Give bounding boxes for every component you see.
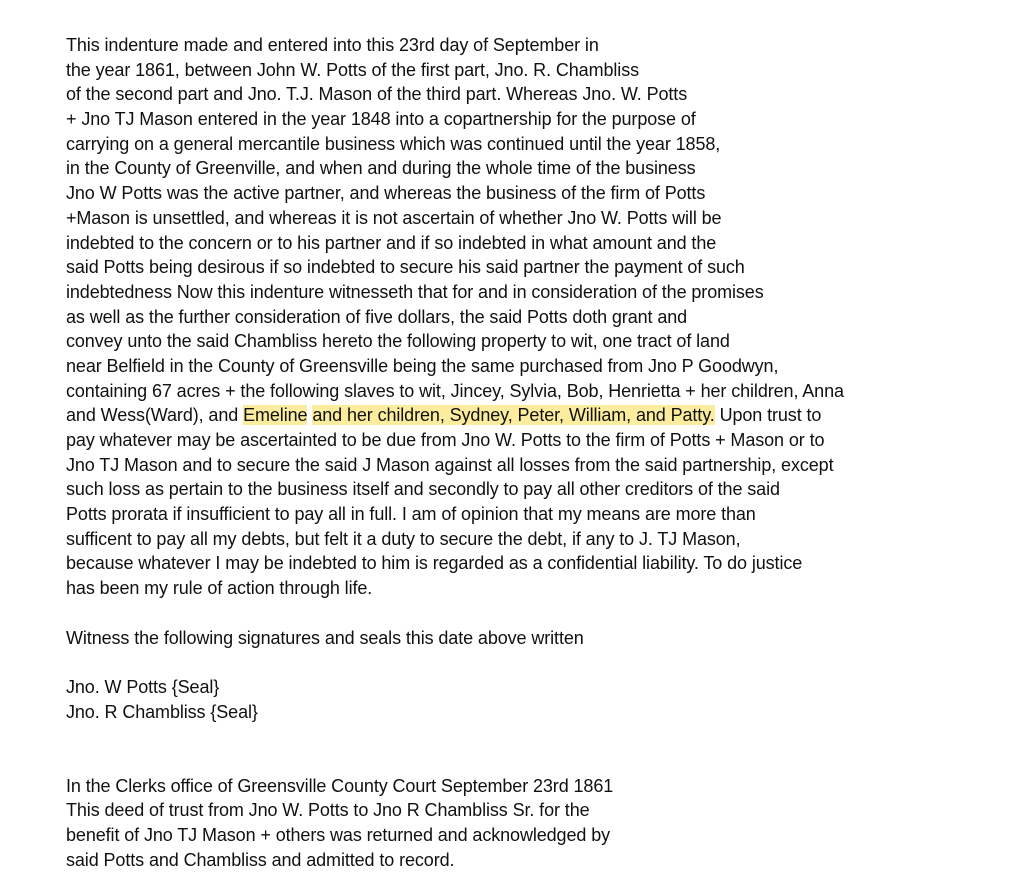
text-line: Potts prorata if insufficient to pay all in full. I am of opinion that my means are more than <box>66 504 756 525</box>
text-line: sufficent to pay all my debts, but felt it a duty to secure the debt, if any to J. TJ Mason, <box>66 528 741 549</box>
clerk-certificate <box>66 774 1016 873</box>
text-line: containing 67 acres + the following slaves to wit, Jincey, Sylvia, Bob, Henrietta + her children, Anna <box>66 380 844 401</box>
text-line: In the Clerks office of Greensville County Court September 23rd 1861 <box>66 775 614 796</box>
text-line: in the County of Greenville, and when and during the whole time of the business <box>66 158 696 179</box>
text-line: said Potts being desirous if so indebted to secure his said partner the payment of such <box>66 257 745 278</box>
text-line: as well as the further consideration of five dollars, the said Potts doth grant and <box>66 306 688 327</box>
text-before-highlight: and Wess(Ward), and <box>66 405 244 426</box>
indenture-paragraph <box>66 33 1016 601</box>
text-line: Jno W Potts was the active partner, and whereas the business of the firm of Potts <box>66 183 706 204</box>
spacer <box>66 724 1016 749</box>
text-line: indebtedness Now this indenture witnesseth that for and in consideration of the promises <box>66 281 764 302</box>
text-line: +Mason is unsettled, and whereas it is not ascertain of whether Jno W. Potts will be <box>66 207 722 228</box>
document-page <box>66 33 1016 872</box>
text-line: said Potts and Chambliss and admitted to record. <box>66 849 455 870</box>
highlighted-text-line <box>66 403 1016 428</box>
text-line: This indenture made and entered into this 23rd day of September in <box>66 35 599 55</box>
spacer <box>66 601 1016 626</box>
witness-line: Witness the following signatures and seals this date above written <box>66 627 584 648</box>
highlighted-children: and her children, Sydney, Peter, William, and Patty. <box>312 405 715 426</box>
text-line: the year 1861, between John W. Potts of the first part, Jno. R. Chambliss <box>66 59 639 80</box>
signature-chambliss: Jno. R Chambliss {Seal} <box>66 701 258 722</box>
highlighted-name: Emeline <box>243 405 308 426</box>
text-line: indebted to the concern or to his partner and if so indebted in what amount and the <box>66 232 717 253</box>
text-line: pay whatever may be ascertainted to be due from Jno W. Potts to the firm of Potts + Mason or to <box>66 430 825 450</box>
text-line: such loss as pertain to the business itself and secondly to pay all other creditors of the said <box>66 479 780 500</box>
text-line: + Jno TJ Mason entered in the year 1848 into a copartnership for the purpose of <box>66 109 696 130</box>
text-line: of the second part and Jno. T.J. Mason of the third part. Whereas Jno. W. Potts <box>66 84 688 105</box>
text-line: because whatever I may be indebted to him is regarded as a confidential liability. To do justice <box>66 553 803 574</box>
spacer <box>66 749 1016 774</box>
text-line: This deed of trust from Jno W. Potts to Jno R Chambliss Sr. for the <box>66 800 590 821</box>
signature-block <box>66 675 1016 724</box>
text-line: has been my rule of action through life. <box>66 578 373 599</box>
text-line: Jno TJ Mason and to secure the said J Mason against all losses from the said partnership, except <box>66 454 834 475</box>
signature-potts: Jno. W Potts {Seal} <box>66 676 220 697</box>
text-line: convey unto the said Chambliss hereto the following property to wit, one tract of land <box>66 331 730 352</box>
text-line: carrying on a general mercantile business which was continued until the year 1858, <box>66 133 721 154</box>
text-line: benefit of Jno TJ Mason + others was returned and acknowledged by <box>66 825 611 845</box>
text-line: near Belfield in the County of Greensville being the same purchased from Jno P Goodwyn, <box>66 355 779 376</box>
spacer <box>66 650 1016 675</box>
text-after-highlight: Upon trust to <box>714 405 822 426</box>
